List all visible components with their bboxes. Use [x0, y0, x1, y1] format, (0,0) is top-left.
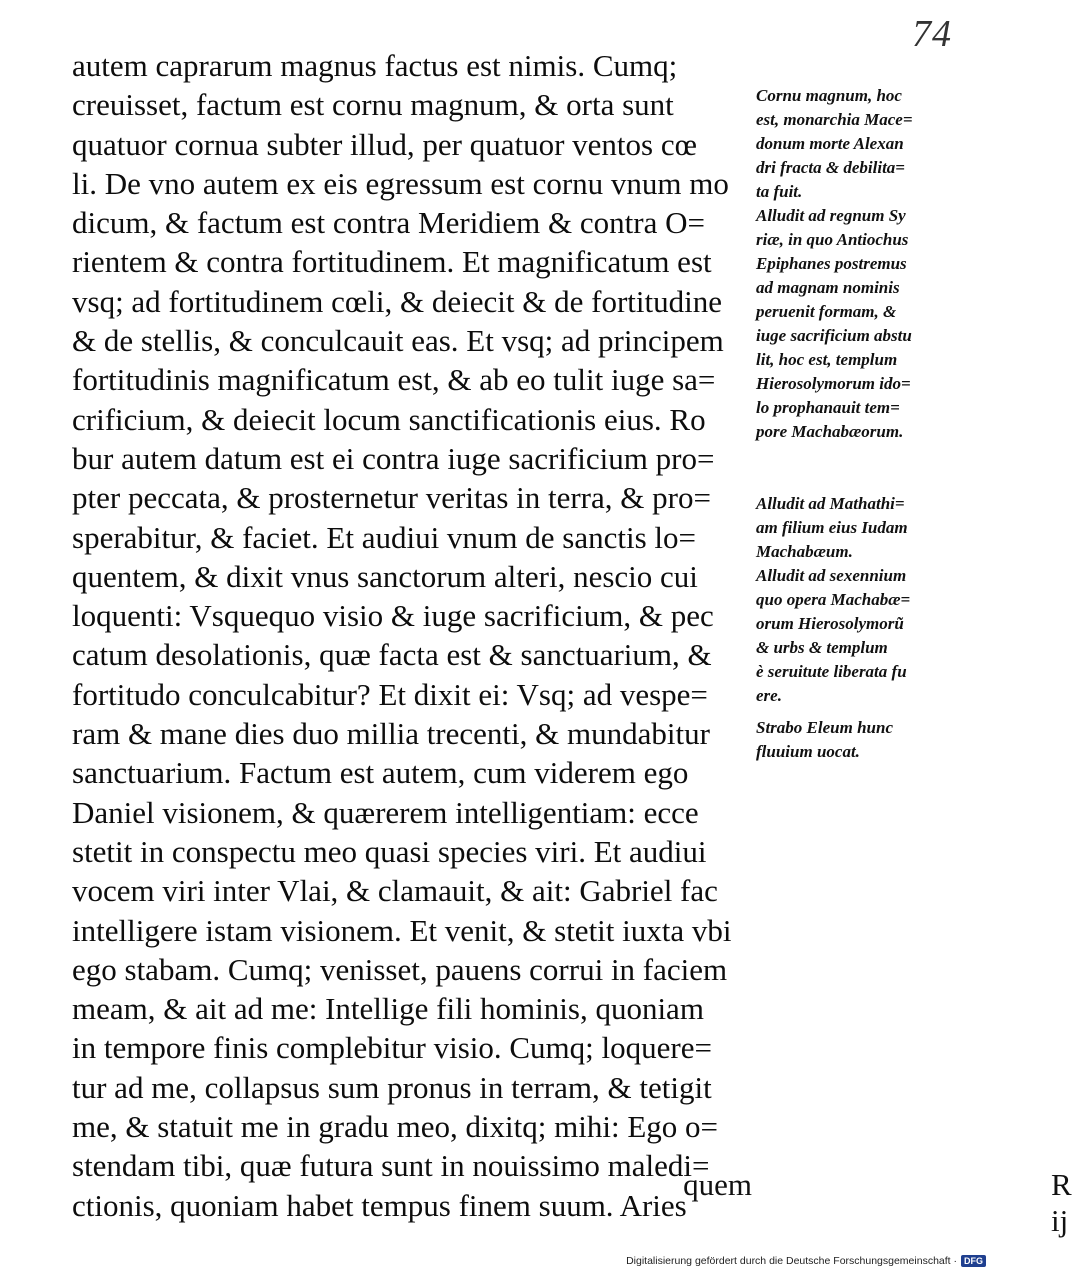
note-line: iuge sacrificium abstu: [756, 326, 912, 345]
note-line: quo opera Machabæ=: [756, 590, 911, 609]
text-line: bur autem datum est ei contra iuge sacrificium pro=: [72, 440, 715, 476]
text-line: ctionis, quoniam habet tempus finem suum. Aries: [72, 1187, 687, 1223]
signature-mark: R ij: [1051, 1167, 1072, 1238]
note-line: pore Machabæorum.: [756, 422, 904, 441]
text-line: fortitudinis magnificatum est, & ab eo tulit iuge sa=: [72, 362, 716, 398]
text-line: vocem viri inter Vlai, & clamauit, & ait: Gabriel fac: [72, 873, 718, 909]
margin-note: [756, 716, 956, 764]
note-line: è seruitute liberata fu: [756, 662, 907, 681]
text-line: vsq; ad fortitudinem cœli, & deiecit & de fortitudine: [72, 283, 722, 319]
dfg-logo: DFG: [961, 1255, 986, 1267]
text-line: quatuor cornua subter illud, per quatuor ventos cœ: [72, 126, 697, 162]
text-line: meam, & ait ad me: Intellige fili hominis, quoniam: [72, 991, 704, 1027]
text-line: fortitudo conculcabitur? Et dixit ei: Vsq; ad vespe=: [72, 676, 708, 712]
note-line: Epiphanes postremus: [756, 254, 907, 273]
signature-catchword-line: [520, 1167, 1072, 1238]
text-line: in tempore finis complebitur visio. Cumq; loquere=: [72, 1030, 712, 1066]
margin-notes-column: [756, 84, 956, 764]
text-line: stetit in conspectu meo quasi species viri. Et audiui: [72, 833, 707, 869]
note-line: orum Hierosolymorũ: [756, 614, 904, 633]
text-line: crificium, & deiecit locum sanctificationis eius. Ro: [72, 401, 706, 437]
note-line: ta fuit.: [756, 182, 803, 201]
note-line: ad magnam nominis: [756, 278, 900, 297]
note-line: am filium eius Iudam: [756, 518, 908, 537]
note-line: Cornu magnum, hoc: [756, 86, 902, 105]
note-line: donum morte Alexan: [756, 134, 904, 153]
text-line: catum desolationis, quæ facta est & sanctuarium, &: [72, 637, 712, 673]
text-line: dicum, & factum est contra Meridiem & contra O=: [72, 205, 705, 241]
note-line: Machabæum.: [756, 542, 853, 561]
folio-number: 74: [912, 13, 952, 55]
note-line: Alludit ad Mathathi=: [756, 494, 905, 513]
text-line: tur ad me, collapsus sum pronus in terram, & tetigit: [72, 1069, 712, 1105]
note-line: Alludit ad sexennium: [756, 566, 907, 585]
footer-text: Digitalisierung gefördert durch die Deutsche Forschungsgemeinschaft ·: [626, 1255, 957, 1267]
text-line: Daniel visionem, & quærerem intelligentiam: ecce: [72, 794, 699, 830]
margin-note: [756, 84, 956, 204]
text-line: creuisset, factum est cornu magnum, & orta sunt: [72, 87, 674, 123]
text-line: pter peccata, & prosternetur veritas in terra, & pro=: [72, 480, 711, 516]
note-line: Alludit ad regnum Sy: [756, 206, 906, 225]
margin-note: [756, 492, 956, 564]
note-line: peruenit formam, &: [756, 302, 897, 321]
note-line: dri fracta & debilita=: [756, 158, 905, 177]
text-line: autem caprarum magnus factus est nimis. Cumq;: [72, 48, 678, 83]
note-line: ere.: [756, 686, 782, 705]
text-line: intelligere istam visionem. Et venit, & stetit iuxta vbi: [72, 912, 732, 948]
note-line: est, monarchia Mace=: [756, 110, 913, 129]
text-line: sanctuarium. Factum est autem, cum viderem ego: [72, 755, 689, 791]
note-line: riæ, in quo Antiochus: [756, 230, 909, 249]
text-line: ram & mane dies duo millia trecenti, & mundabitur: [72, 716, 710, 752]
note-line: Hierosolymorum ido=: [756, 374, 911, 393]
catchword: quem: [683, 1167, 752, 1202]
text-line: ego stabam. Cumq; venisset, pauens corrui in faciem: [72, 951, 728, 987]
text-line: li. De vno autem ex eis egressum est cornu vnum mo: [72, 165, 729, 201]
text-line: quentem, & dixit vnus sanctorum alteri, nescio cui: [72, 558, 698, 594]
text-line: loquenti: Vsquequo visio & iuge sacrificium, & pec: [72, 598, 714, 634]
digitization-footer: [626, 1255, 986, 1267]
margin-note: [756, 564, 956, 708]
margin-note: [756, 204, 956, 444]
text-line: rientem & contra fortitudinem. Et magnificatum est: [72, 244, 712, 280]
note-line: Strabo Eleum hunc: [756, 718, 893, 737]
text-line: stendam tibi, quæ futura sunt in nouissimo maledi=: [72, 1148, 710, 1184]
note-line: fluuium uocat.: [756, 742, 860, 761]
main-text-column: [72, 46, 752, 1225]
note-line: lo prophanauit tem=: [756, 398, 900, 417]
text-line: & de stellis, & conculcauit eas. Et vsq; ad principem: [72, 323, 724, 359]
text-line: me, & statuit me in gradu meo, dixitq; mihi: Ego o=: [72, 1109, 719, 1145]
text-line: sperabitur, & faciet. Et audiui vnum de sanctis lo=: [72, 519, 697, 555]
note-line: & urbs & templum: [756, 638, 888, 657]
note-line: lit, hoc est, templum: [756, 350, 898, 369]
